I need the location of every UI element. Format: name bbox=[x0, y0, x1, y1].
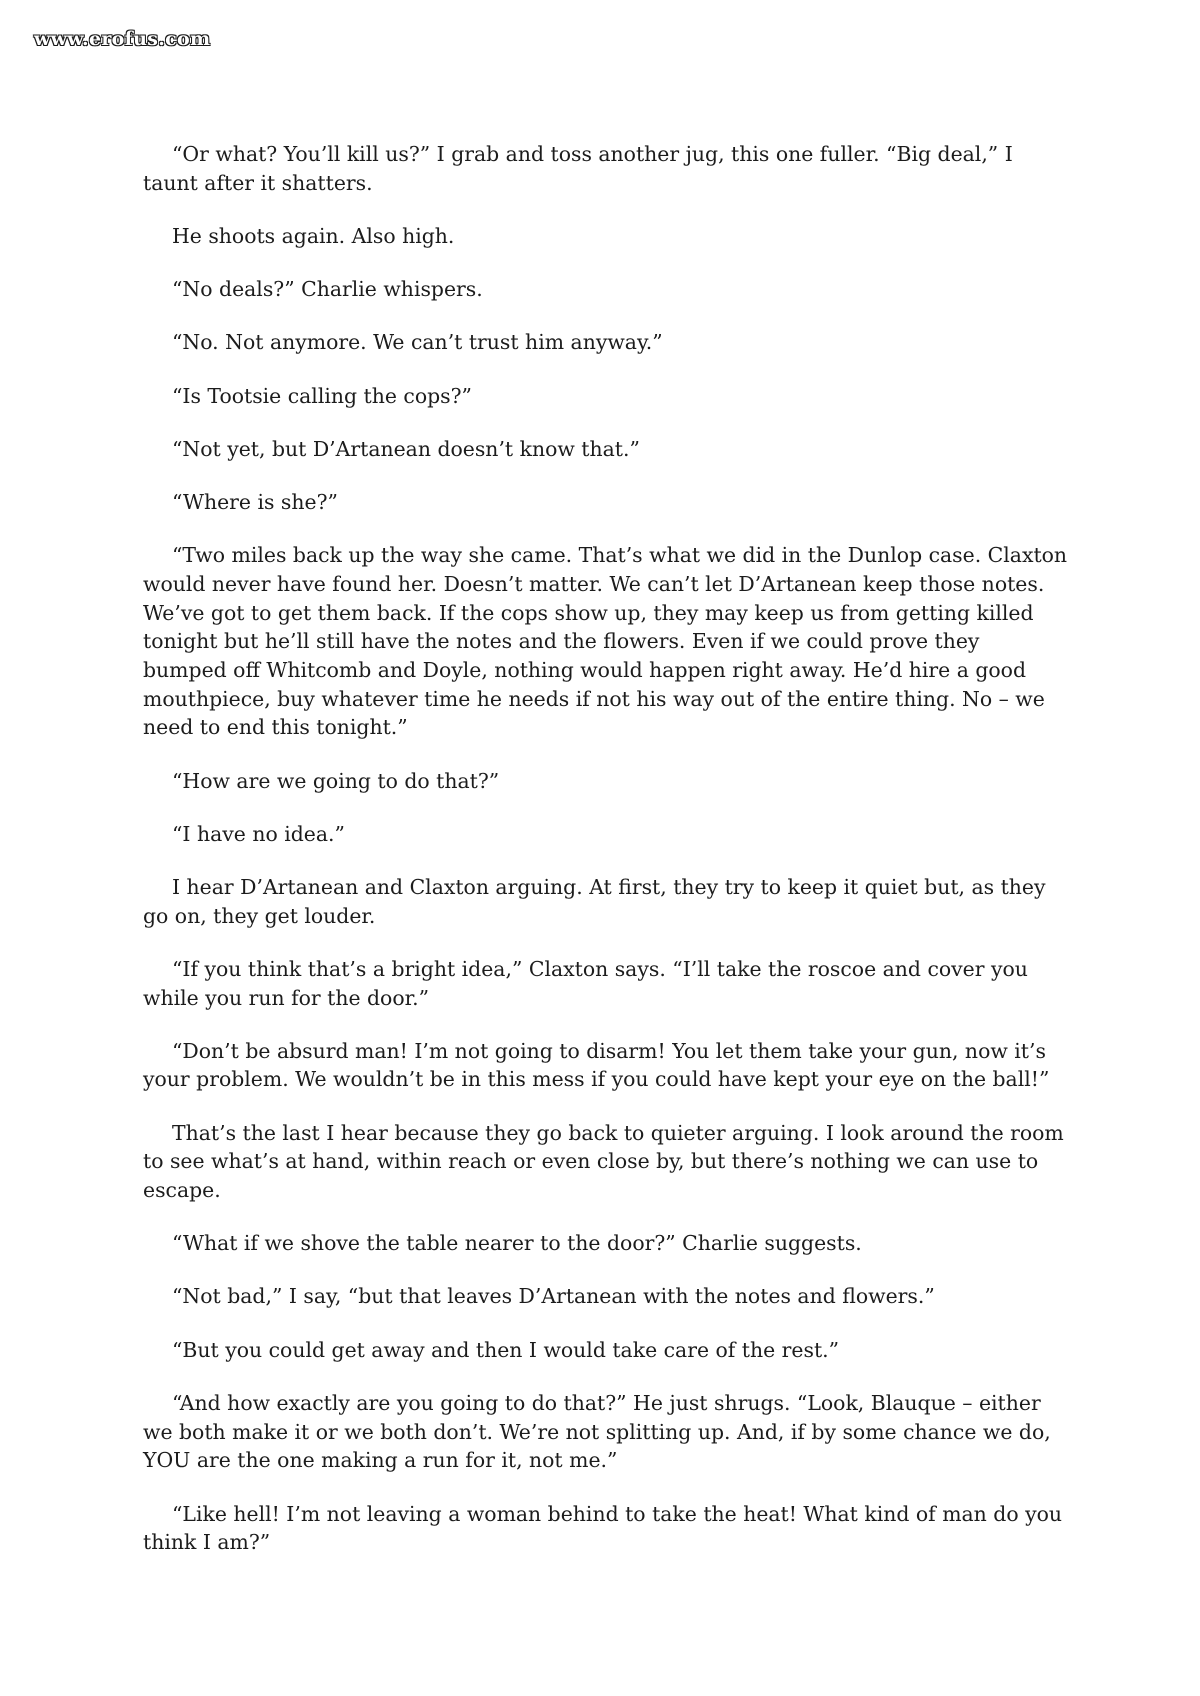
paragraph: “No. Not anymore. We can’t trust him anyway.” bbox=[172, 330, 663, 355]
paragraph: “And how exactly are you going to do that?” He just shrugs. “Look, Blauque – either we both make it or we both don’t. We’re not splitting up. And, if by some chance we do, YOU are the one making a run for it, not me.” bbox=[143, 1390, 1051, 1473]
paragraph: “What if we shove the table nearer to the door?” Charlie suggests. bbox=[172, 1231, 862, 1256]
paragraph: “I have no idea.” bbox=[172, 821, 345, 846]
paragraph: “Not yet, but D’Artanean doesn’t know that.” bbox=[172, 436, 640, 461]
paragraph: “Or what? You’ll kill us?” I grab and toss another jug, this one fuller. “Big deal,” I taunt after it shatters. bbox=[143, 142, 1013, 195]
paragraph: “No deals?” Charlie whispers. bbox=[172, 277, 483, 302]
paragraph: “Don’t be absurd man! I’m not going to disarm! You let them take your gun, now it’s your problem. We wouldn’t be in this mess if you could have kept your eye on the ball!” bbox=[143, 1038, 1050, 1092]
book-page-text bbox=[143, 140, 1068, 1581]
paragraph: I hear D’Artanean and Claxton arguing. At first, they try to keep it quiet but, as they go on, they get louder. bbox=[143, 874, 1046, 928]
paragraph: “But you could get away and then I would take care of the rest.” bbox=[172, 1337, 840, 1362]
paragraph: “How are we going to do that?” bbox=[172, 768, 500, 793]
paragraph: “Where is she?” bbox=[172, 489, 338, 514]
paragraph: “Two miles back up the way she came. That’s what we did in the Dunlop case. Claxton would never have found her. Doesn’t matter. We can’t let D’Artanean keep those notes. We’ve got to get them back. If the cops show up, they may keep us from getting killed tonight but he’ll still have the notes and the flowers. Even if we could prove they bumped off Whitcomb and Doyle, nothing would happen right away. He’d hire a good mouthpiece, buy whatever time he needs if not his way out of the entire thing. No – we need to end this tonight.” bbox=[143, 543, 1068, 740]
paragraph: That’s the last I hear because they go back to quieter arguing. I look around the room to see what’s at hand, within reach or even close by, but there’s nothing we can use to escape. bbox=[143, 1120, 1064, 1203]
paragraph: “Not bad,” I say, “but that leaves D’Artanean with the notes and flowers.” bbox=[172, 1284, 935, 1309]
paragraph: “Is Tootsie calling the cops?” bbox=[172, 383, 472, 408]
paragraph: “If you think that’s a bright idea,” Claxton says. “I’ll take the roscoe and cover you while you run for the door.” bbox=[143, 956, 1028, 1010]
paragraph: “Like hell! I’m not leaving a woman behind to take the heat! What kind of man do you think I am?” bbox=[143, 1501, 1063, 1555]
site-watermark: www.erofus.com bbox=[34, 28, 211, 50]
paragraph: He shoots again. Also high. bbox=[172, 223, 455, 248]
